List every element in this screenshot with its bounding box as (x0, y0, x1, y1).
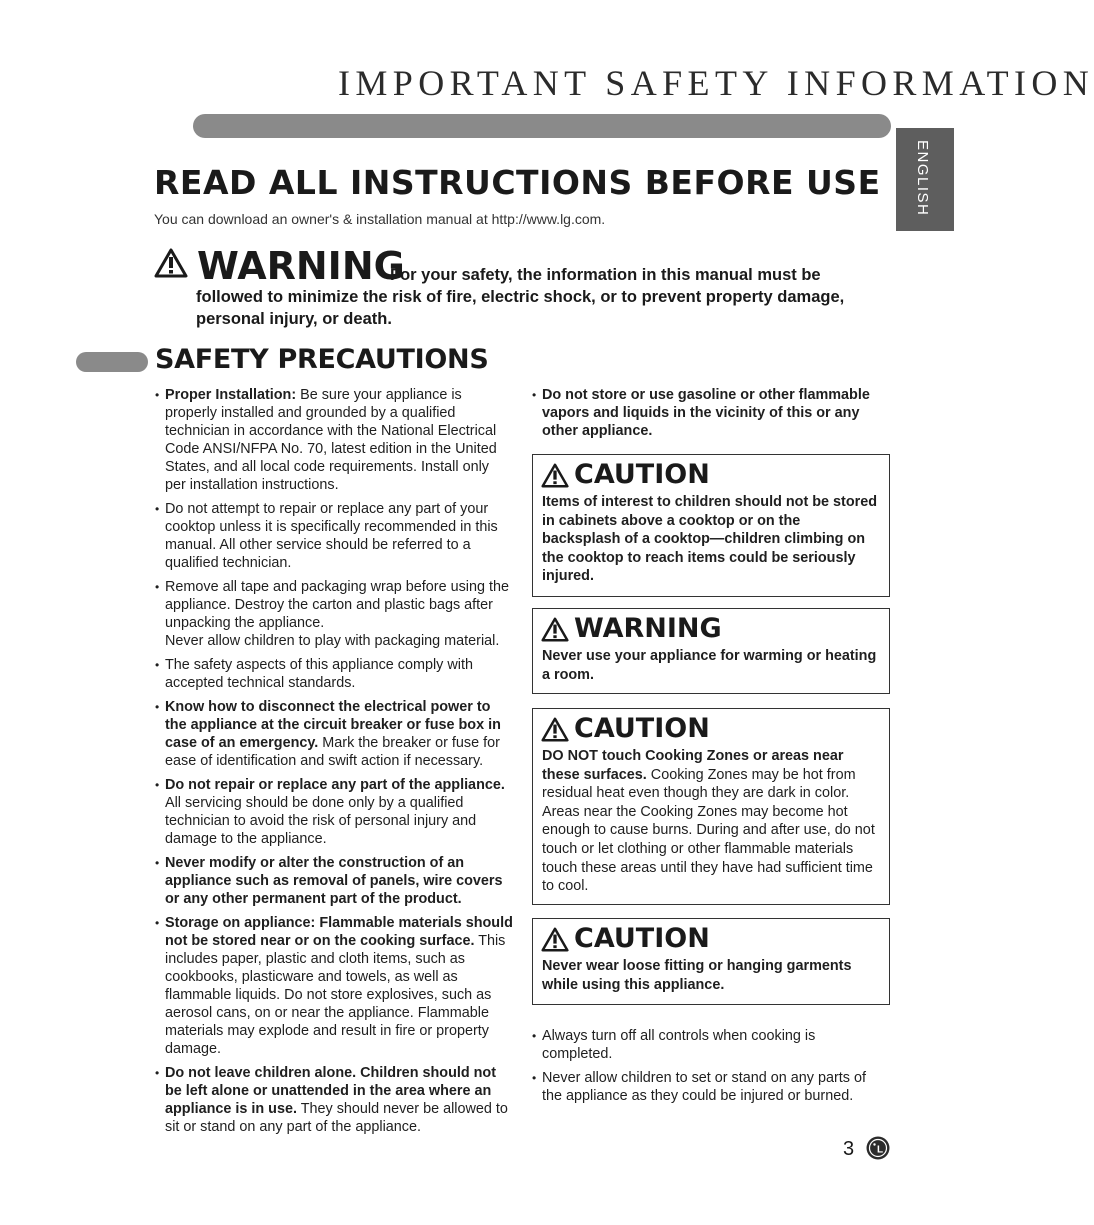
box-label: CAUTION (574, 713, 710, 744)
list-item: • Never modify or alter the construction of an appliance such as removal of panels, wire covers or any other permanent part of the product. (155, 854, 513, 908)
caution-box-cooking-zones (532, 708, 890, 905)
list-item: • Do not repair or replace any part of the appliance. All servicing should be done only by a qualified technician to avoid the risk of personal injury and damage to the appliance. (155, 776, 513, 848)
warning-label: WARNING (197, 244, 405, 288)
section-pill (76, 352, 148, 372)
box-body: DO NOT touch Cooking Zones or areas near these surfaces. Cooking Zones may be hot from residual heat even though they are dark in color. Areas near the Cooking Zones may become hot enough to cause burns. During and after use, do not touch or let clothing or other flammable materials touch these areas until they have had sufficient time to cool. (542, 748, 875, 895)
list-item: • Remove all tape and packaging wrap before using the appliance. Destroy the carton and plastic bags after unpacking the appliance. Never allow children to play with packaging material. (155, 578, 513, 650)
box-label: CAUTION (574, 459, 710, 490)
caution-box-children (532, 454, 890, 597)
language-tab-label: ENGLISH (914, 140, 931, 217)
box-body: Never use your appliance for warming or heating a room. (542, 648, 877, 683)
page-number: 3 (843, 1138, 855, 1160)
page-header-title: IMPORTANT SAFETY INFORMATION (338, 63, 1094, 103)
list-item: • Storage on appliance: Flammable materials should not be stored near or on the cooking surface. This includes paper, plastic and cloth items, such as cookbooks, plasticware and towels, as well as flammable liquids. Do not store explosives, such as aerosol cans, on or near the appliance. Flammable materials may explode and result in fire or property damage. (155, 914, 513, 1058)
warning-triangle-icon (541, 717, 569, 742)
warning-text-first: For your safety, the information in this manual must be (390, 266, 821, 284)
list-item: • Do not leave children alone. Children should not be left alone or unattended in the area where an appliance is in use. They should never be allowed to sit or stand on any part of the appliance. (155, 1064, 513, 1136)
list-item: • Never allow children to set or stand on any parts of the appliance as they could be injured or burned. (532, 1069, 888, 1105)
list-item: • Proper Installation: Be sure your appliance is properly installed and grounded by a qualified technician in accordance with the National Electrical Code ANSI/NFPA No. 70, latest edition in the United States, and all local code requirements. Install only per installation instructions. (155, 386, 513, 494)
lg-logo-letter: L (877, 1144, 884, 1156)
warning-triangle-icon (541, 463, 569, 488)
left-bullet-list (155, 386, 513, 1142)
box-body: Items of interest to children should not be stored in cabinets above a cooktop or on the backsplash of a cooktop—children climbing on the cooktop to reach items could be seriously injured. (542, 494, 878, 585)
warning-text-rest: followed to minimize the risk of fire, electric shock, or to prevent property damage, personal injury, or death. (196, 288, 845, 328)
list-item: • Know how to disconnect the electrical power to the appliance at the circuit breaker or fuse box in case of an emergency. Mark the breaker or fuse for ease of identification and swift action if necessary. (155, 698, 513, 770)
right-top-bullet-list (532, 386, 888, 440)
box-label: CAUTION (574, 923, 710, 954)
warning-box-heating (532, 608, 890, 694)
caution-box-garments (532, 918, 890, 1005)
language-tab (896, 128, 954, 231)
right-bottom-bullet-list (532, 1027, 888, 1111)
section-title: SAFETY PRECAUTIONS (155, 344, 489, 375)
list-item: • Do not attempt to repair or replace any part of your cooktop unless it is specifically recommended in this manual. All other service should be referred to a qualified technician. (155, 500, 513, 572)
list-item: • Do not store or use gasoline or other flammable vapors and liquids in the vicinity of this or any other appliance. (532, 386, 888, 440)
list-item: • The safety aspects of this appliance comply with accepted technical standards. (155, 656, 513, 692)
main-title: READ ALL INSTRUCTIONS BEFORE USE (154, 163, 881, 202)
warning-triangle-icon (541, 617, 569, 642)
download-note: You can download an owner's & installation manual at http://www.lg.com. (154, 211, 606, 227)
list-item: • Always turn off all controls when cooking is completed. (532, 1027, 888, 1063)
lg-logo-icon (866, 1136, 890, 1160)
box-body: Never wear loose fitting or hanging garments while using this appliance. (542, 958, 852, 993)
box-label: WARNING (574, 613, 722, 644)
warning-triangle-icon (154, 248, 188, 278)
header-bar (193, 114, 891, 138)
warning-triangle-icon (541, 927, 569, 952)
